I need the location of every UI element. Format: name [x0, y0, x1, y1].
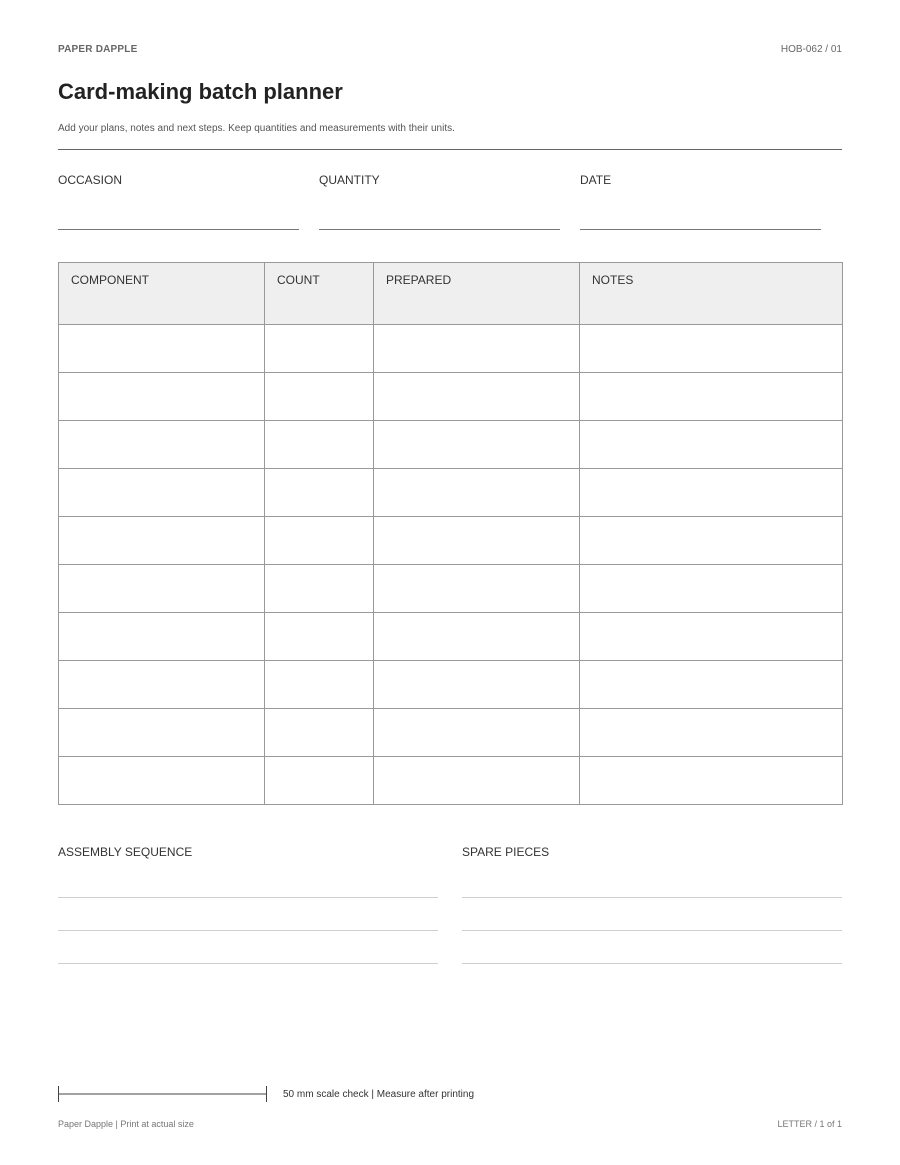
- count-cell[interactable]: [265, 469, 374, 517]
- count-cell[interactable]: [265, 325, 374, 373]
- prepared-cell[interactable]: [374, 517, 580, 565]
- spare-pieces-line[interactable]: [462, 930, 842, 931]
- table-header-row: [59, 263, 843, 325]
- count-cell[interactable]: [265, 421, 374, 469]
- date-field[interactable]: [580, 229, 821, 230]
- spare-pieces-line[interactable]: [462, 963, 842, 964]
- count-cell[interactable]: [265, 709, 374, 757]
- component-cell[interactable]: [59, 709, 265, 757]
- occasion-field[interactable]: [58, 229, 299, 230]
- spare-pieces-label: SPARE PIECES: [462, 845, 550, 859]
- notes-cell[interactable]: [580, 469, 843, 517]
- table-row: [59, 469, 843, 517]
- count-cell[interactable]: [265, 517, 374, 565]
- count-cell[interactable]: [265, 565, 374, 613]
- spare-pieces-line[interactable]: [462, 897, 842, 898]
- component-table: [58, 262, 842, 805]
- notes-cell[interactable]: [580, 373, 843, 421]
- prepared-cell[interactable]: [374, 421, 580, 469]
- notes-cell[interactable]: [580, 565, 843, 613]
- prepared-cell[interactable]: [374, 757, 580, 805]
- column-header-prepared: PREPARED: [374, 263, 580, 325]
- column-header-count: COUNT: [265, 263, 374, 325]
- prepared-cell[interactable]: [374, 565, 580, 613]
- header-divider: [58, 149, 842, 150]
- notes-cell[interactable]: [580, 709, 843, 757]
- count-cell[interactable]: [265, 373, 374, 421]
- assembly-sequence-line[interactable]: [58, 930, 438, 931]
- assembly-sequence-label: ASSEMBLY SEQUENCE: [58, 845, 193, 859]
- assembly-sequence-line[interactable]: [58, 897, 438, 898]
- page-title: Card-making batch planner: [58, 79, 343, 104]
- table-row: [59, 421, 843, 469]
- scale-check-note: 50 mm scale check | Measure after printing: [283, 1089, 475, 1100]
- page-subtitle: Add your plans, notes and next steps. Keep quantities and measurements with their units.: [58, 123, 455, 134]
- table-row: [59, 613, 843, 661]
- component-cell[interactable]: [59, 613, 265, 661]
- document-id: HOB-062 / 01: [780, 44, 842, 55]
- prepared-cell[interactable]: [374, 373, 580, 421]
- component-cell[interactable]: [59, 421, 265, 469]
- prepared-cell[interactable]: [374, 325, 580, 373]
- footer-page-info: LETTER / 1 of 1: [777, 1119, 842, 1129]
- scale-bar-icon: [58, 1086, 267, 1102]
- notes-cell[interactable]: [580, 421, 843, 469]
- table-row: [59, 661, 843, 709]
- notes-cell[interactable]: [580, 325, 843, 373]
- table-row: [59, 373, 843, 421]
- quantity-field[interactable]: [319, 229, 560, 230]
- brand-name: PAPER DAPPLE: [58, 44, 138, 55]
- assembly-sequence-line[interactable]: [58, 963, 438, 964]
- table-row: [59, 325, 843, 373]
- component-cell[interactable]: [59, 325, 265, 373]
- table-row: [59, 517, 843, 565]
- date-label: DATE: [580, 173, 612, 187]
- quantity-label: QUANTITY: [319, 173, 380, 187]
- column-header-component: COMPONENT: [59, 263, 265, 325]
- count-cell[interactable]: [265, 757, 374, 805]
- count-cell[interactable]: [265, 613, 374, 661]
- table-row: [59, 565, 843, 613]
- prepared-cell[interactable]: [374, 613, 580, 661]
- occasion-label: OCCASION: [58, 173, 123, 187]
- component-cell[interactable]: [59, 373, 265, 421]
- component-cell[interactable]: [59, 517, 265, 565]
- column-header-notes: NOTES: [580, 263, 843, 325]
- notes-cell[interactable]: [580, 517, 843, 565]
- component-cell[interactable]: [59, 757, 265, 805]
- table-row: [59, 757, 843, 805]
- table-row: [59, 709, 843, 757]
- prepared-cell[interactable]: [374, 469, 580, 517]
- notes-cell[interactable]: [580, 757, 843, 805]
- footer-left: Paper Dapple | Print at actual size: [58, 1119, 194, 1129]
- notes-cell[interactable]: [580, 613, 843, 661]
- prepared-cell[interactable]: [374, 709, 580, 757]
- component-cell[interactable]: [59, 661, 265, 709]
- count-cell[interactable]: [265, 661, 374, 709]
- notes-cell[interactable]: [580, 661, 843, 709]
- component-cell[interactable]: [59, 565, 265, 613]
- prepared-cell[interactable]: [374, 661, 580, 709]
- component-cell[interactable]: [59, 469, 265, 517]
